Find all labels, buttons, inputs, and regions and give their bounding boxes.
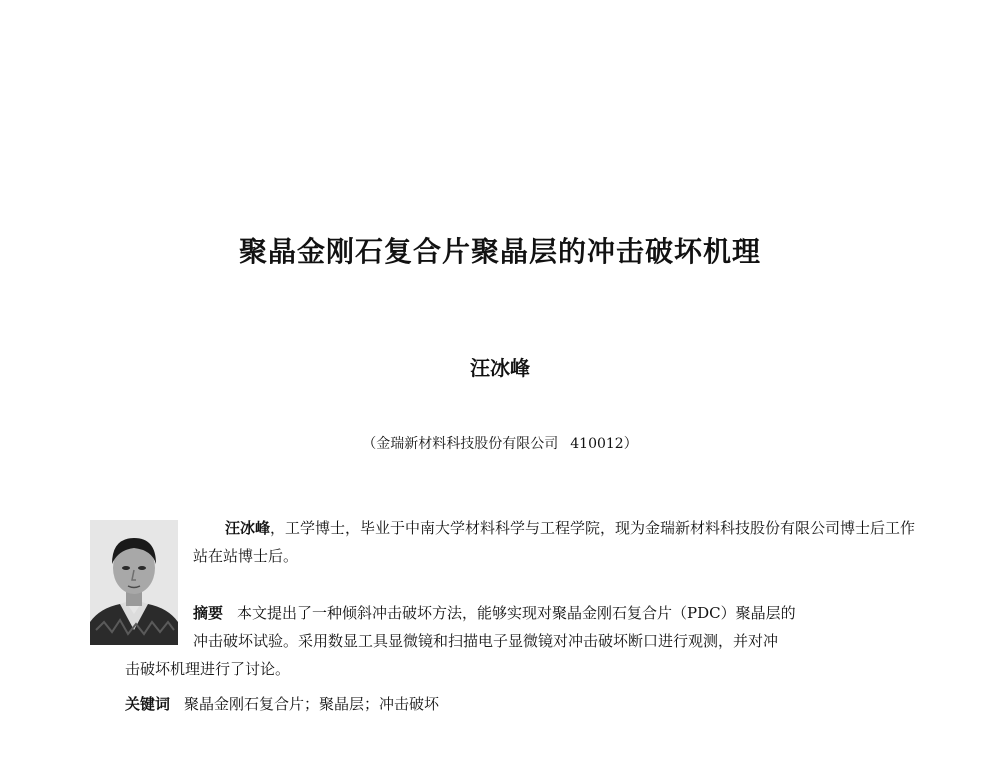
affiliation-postcode: 410012） — [570, 436, 638, 452]
abstract-line-1 — [125, 599, 915, 627]
affiliation — [0, 433, 1000, 453]
paper-title: 聚晶金刚石复合片聚晶层的冲击破坏机理 — [238, 235, 761, 268]
author-name: 汪冰峰 — [470, 356, 530, 380]
abstract-line-3: 击破坏机理进行了讨论。 — [125, 660, 291, 678]
abstract-text-1: 本文提出了一种倾斜冲击破坏方法，能够实现对聚晶金刚石复合片（PDC）聚晶层的 — [237, 604, 796, 622]
abstract-line-2: 冲击破坏试验。采用数显工具显微镜和扫描电子显微镜对冲击破坏断口进行观测，并对冲 — [193, 632, 779, 650]
abstract-label: 摘要 — [193, 604, 224, 622]
bio-text: ，工学博士，毕业于中南大学材料科学与工程学院，现为金瑞新材料科技股份有限公司博士后工作站在站博士后。 — [193, 519, 916, 565]
author-bio — [193, 514, 923, 570]
affiliation-org: （金瑞新材料科技股份有限公司 — [362, 436, 559, 452]
abstract — [125, 599, 915, 683]
bio-author-name: 汪冰峰 — [225, 519, 271, 537]
keywords-text: 聚晶金刚石复合片；聚晶层；冲击破坏 — [184, 695, 440, 713]
keywords-label: 关键词 — [125, 695, 171, 713]
keywords — [125, 690, 439, 718]
